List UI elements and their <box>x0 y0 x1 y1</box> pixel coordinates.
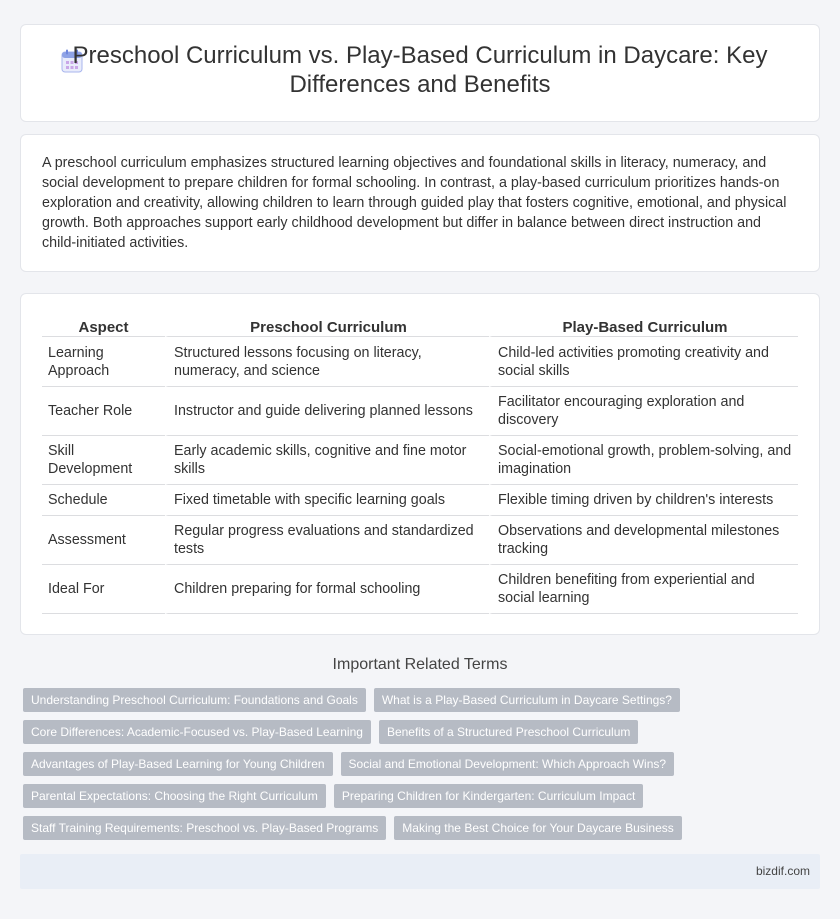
comparison-card <box>20 293 820 635</box>
table-cell-preschool: Instructor and guide delivering planned lessons <box>165 387 489 436</box>
table-row <box>42 565 798 614</box>
table-cell-preschool: Regular progress evaluations and standardized tests <box>165 516 489 565</box>
table-cell-preschool: Early academic skills, cognitive and fine motor skills <box>165 436 489 485</box>
related-term-tag[interactable]: Social and Emotional Development: Which Approach Wins? <box>341 752 675 776</box>
intro-paragraph: A preschool curriculum emphasizes structured learning objectives and foundational skills in literacy, numeracy, and social development to prepare children for formal schooling. In contrast, a play-based curriculum prioritizes hands-on exploration and creativity, allowing children to learn through guided play that fosters cognitive, emotional, and physical growth. Both approaches support early childhood development but differ in balance between direct instruction and child-initiated activities. <box>42 155 787 251</box>
table-cell-aspect: Assessment <box>42 516 165 565</box>
related-term-tag[interactable]: Advantages of Play-Based Learning for Young Children <box>23 752 333 776</box>
table-cell-aspect: Learning Approach <box>42 337 165 387</box>
related-terms-heading: Important Related Terms <box>332 656 508 673</box>
page-title: Preschool Curriculum vs. Play-Based Curriculum in Daycare: Key Differences and Benefits <box>72 42 768 98</box>
table-cell-play-based: Social-emotional growth, problem-solving, and imagination <box>489 436 798 485</box>
footer-site-name[interactable]: bizdif.com <box>755 864 810 878</box>
comparison-table <box>42 314 798 614</box>
column-header-aspect: Aspect <box>42 314 165 337</box>
column-header-preschool: Preschool Curriculum <box>165 314 489 337</box>
title-card <box>20 24 820 122</box>
related-term-tag[interactable]: Parental Expectations: Choosing the Right Curriculum <box>23 784 326 808</box>
table-row <box>42 436 798 485</box>
table-cell-aspect: Ideal For <box>42 565 165 614</box>
table-row <box>42 516 798 565</box>
table-cell-aspect: Schedule <box>42 485 165 516</box>
table-cell-play-based: Children benefiting from experiential and social learning <box>489 565 798 614</box>
related-term-tag[interactable]: Benefits of a Structured Preschool Curriculum <box>379 720 638 744</box>
table-cell-preschool: Structured lessons focusing on literacy, numeracy, and science <box>165 337 489 387</box>
table-row <box>42 485 798 516</box>
table-cell-play-based: Observations and developmental milestones tracking <box>489 516 798 565</box>
related-term-tag[interactable]: Making the Best Choice for Your Daycare Business <box>394 816 681 840</box>
related-term-tag[interactable]: Core Differences: Academic-Focused vs. Play-Based Learning <box>23 720 371 744</box>
related-terms-list <box>23 688 823 848</box>
related-term-tag[interactable]: What is a Play-Based Curriculum in Daycare Settings? <box>374 688 680 712</box>
table-cell-play-based: Flexible timing driven by children's interests <box>489 485 798 516</box>
table-header-row <box>42 314 798 337</box>
column-header-play-based: Play-Based Curriculum <box>489 314 798 337</box>
table-cell-play-based: Facilitator encouraging exploration and discovery <box>489 387 798 436</box>
table-cell-play-based: Child-led activities promoting creativity and social skills <box>489 337 798 387</box>
intro-card <box>20 134 820 272</box>
table-cell-aspect: Skill Development <box>42 436 165 485</box>
table-cell-preschool: Children preparing for formal schooling <box>165 565 489 614</box>
table-row <box>42 387 798 436</box>
footer <box>20 854 820 889</box>
related-term-tag[interactable]: Understanding Preschool Curriculum: Foundations and Goals <box>23 688 366 712</box>
related-term-tag[interactable]: Preparing Children for Kindergarten: Curriculum Impact <box>334 784 643 808</box>
table-cell-preschool: Fixed timetable with specific learning goals <box>165 485 489 516</box>
table-row <box>42 337 798 387</box>
related-term-tag[interactable]: Staff Training Requirements: Preschool vs. Play-Based Programs <box>23 816 386 840</box>
table-cell-aspect: Teacher Role <box>42 387 165 436</box>
